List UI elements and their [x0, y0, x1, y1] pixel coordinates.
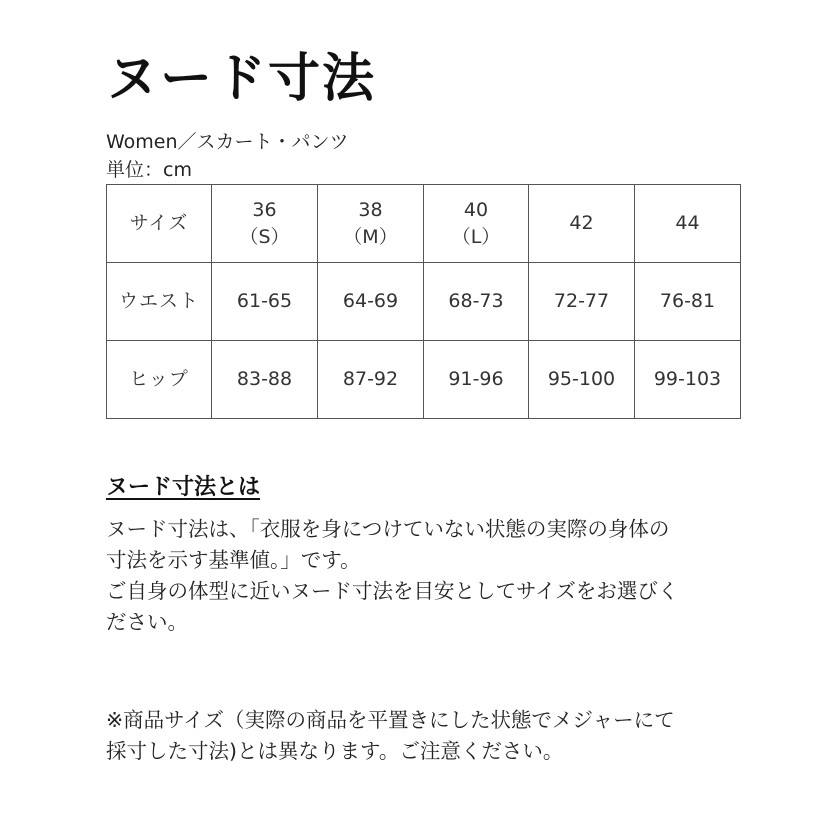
size-table — [106, 184, 741, 419]
size-number: 44 — [675, 212, 700, 234]
explanation-line: ご自身の体型に近いヌード寸法を目安としてサイズをお選びく — [106, 579, 679, 603]
table-cell: 95-100 — [529, 341, 635, 419]
size-number: 40 — [463, 198, 489, 221]
size-header-cell — [318, 185, 424, 263]
size-header-cell — [635, 185, 741, 263]
table-cell: 64-69 — [318, 263, 424, 341]
page-title: ヌード寸法 — [106, 49, 377, 109]
table-cell: 61-65 — [212, 263, 318, 341]
table-cell: 91-96 — [424, 341, 529, 419]
size-header-cell — [424, 185, 529, 263]
size-letter: （S） — [239, 225, 290, 248]
size-number: 42 — [569, 212, 594, 234]
size-number: 36 — [252, 198, 277, 221]
size-header-cell — [212, 185, 318, 263]
table-row — [107, 341, 741, 419]
size-header-label: サイズ — [107, 185, 212, 263]
size-number: 38 — [358, 198, 383, 221]
table-cell: 76-81 — [635, 263, 741, 341]
size-letter: （L） — [451, 225, 501, 248]
table-cell: 72-77 — [529, 263, 635, 341]
category-subtitle: Women／スカート・パンツ — [106, 131, 349, 153]
explanation-line: ヌード寸法は、「衣服を身につけていない状態の実際の身体の — [106, 517, 670, 541]
explanation-line: ださい。 — [106, 610, 188, 634]
product-size-note — [106, 705, 746, 767]
table-cell: 99-103 — [635, 341, 741, 419]
table-row — [107, 263, 741, 341]
explanation-line: 寸法を示す基準値。」です。 — [106, 548, 361, 572]
unit-label: 単位：cm — [106, 159, 192, 181]
note-line: ※商品サイズ（実際の商品を平置きにした状態でメジャーにて — [106, 708, 675, 732]
table-header-row — [107, 185, 741, 263]
explanation-body — [106, 514, 746, 638]
row-label-hip: ヒップ — [107, 341, 212, 419]
table-cell: 68-73 — [424, 263, 529, 341]
note-line: 採寸した寸法)とは異なります。ご注意ください。 — [106, 739, 564, 763]
size-header-cell — [529, 185, 635, 263]
table-cell: 83-88 — [212, 341, 318, 419]
explanation-heading: ヌード寸法とは — [106, 475, 261, 500]
table-cell: 87-92 — [318, 341, 424, 419]
row-label-waist: ウエスト — [107, 263, 212, 341]
size-letter: （M） — [343, 225, 398, 248]
